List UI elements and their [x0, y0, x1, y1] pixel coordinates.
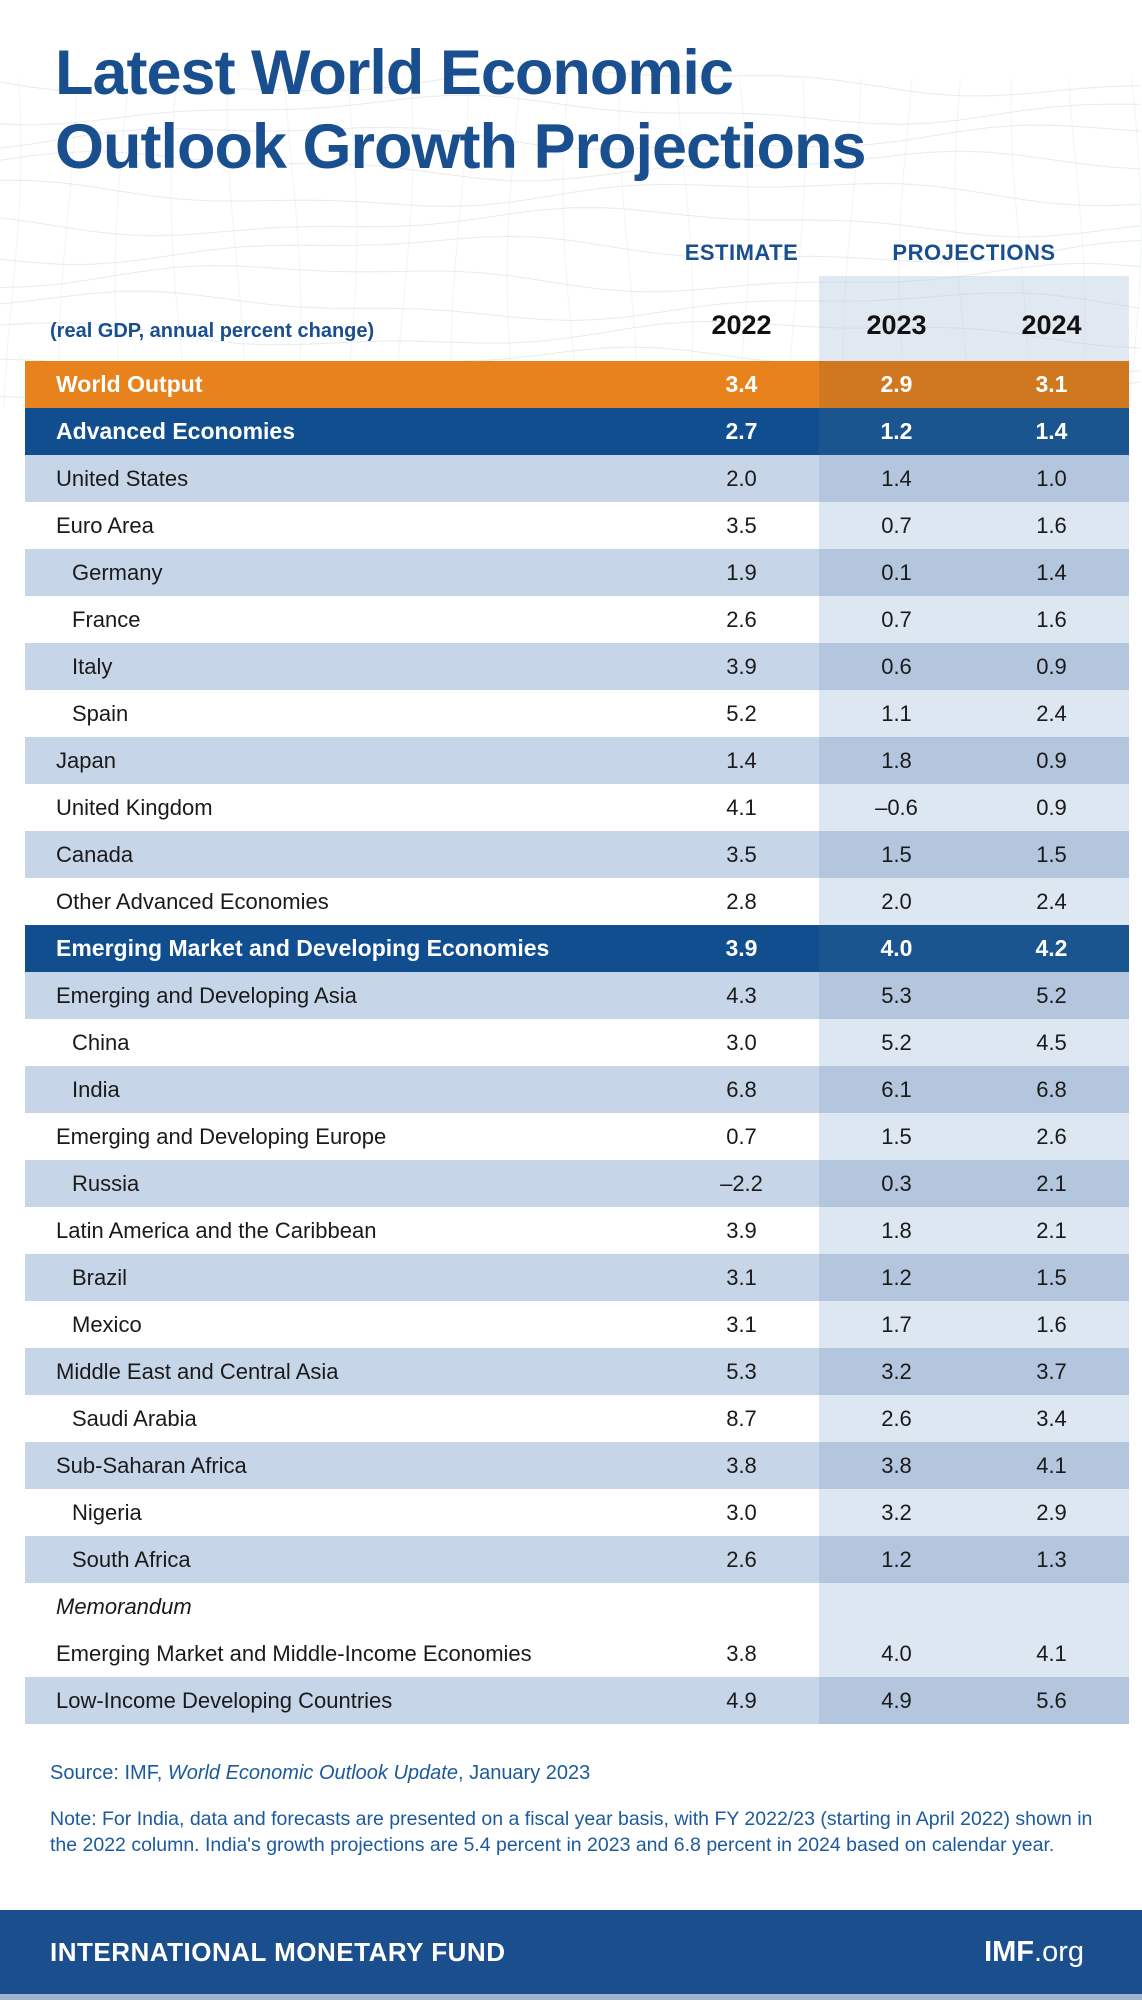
value-cell-2023: 1.5 [819, 831, 974, 878]
value-cell-2024: 1.4 [974, 549, 1129, 596]
table-row [25, 1536, 1129, 1583]
footer-site-imf: IMF [984, 1935, 1035, 1968]
value-cell-2022: 3.5 [726, 513, 757, 538]
value-cell-2024: 4.5 [974, 1019, 1129, 1066]
value-cell-2024: 1.3 [974, 1536, 1129, 1583]
row-label: France [72, 606, 141, 632]
value-cell-2022: 6.8 [726, 1077, 757, 1102]
table-row [25, 502, 1129, 549]
table-row [25, 1066, 1129, 1113]
page-title-line2: Outlook Growth Projections [55, 112, 866, 182]
value-cell-2023: –0.6 [819, 784, 974, 831]
table-row [25, 1019, 1129, 1066]
table-row [25, 690, 1129, 737]
table-row [25, 549, 1129, 596]
value-cell-2024: 3.7 [974, 1348, 1129, 1395]
row-label: Canada [56, 841, 134, 867]
row-label: Spain [72, 700, 129, 726]
value-cell-2023: 3.2 [819, 1348, 974, 1395]
value-cell-2022: 1.4 [726, 748, 757, 773]
value-cell-2023: 1.7 [819, 1301, 974, 1348]
row-label: World Output [56, 371, 203, 397]
value-cell-2022: 3.9 [726, 1218, 757, 1243]
row-label: Other Advanced Economies [56, 888, 329, 914]
value-cell-2022: 1.9 [726, 560, 757, 585]
row-label: Russia [72, 1170, 140, 1196]
estimate-column-label: ESTIMATE [684, 240, 799, 265]
source-work-title: World Economic Outlook Update [167, 1762, 458, 1784]
value-cell-2024: 6.8 [974, 1066, 1129, 1113]
value-cell-2023: 6.1 [819, 1066, 974, 1113]
row-label: Low-Income Developing Countries [56, 1687, 393, 1713]
value-cell-2024: 1.5 [974, 831, 1129, 878]
value-cell-2024: 2.6 [974, 1113, 1129, 1160]
table-row [25, 878, 1129, 925]
value-cell-2024 [974, 1583, 1129, 1630]
value-cell-2022: 5.2 [726, 701, 757, 726]
row-label: Germany [72, 559, 163, 585]
row-label: Emerging Market and Middle-Income Economies [56, 1640, 532, 1666]
year-header-2024: 2024 [1021, 310, 1082, 340]
table-row [25, 1677, 1129, 1724]
table-row [25, 784, 1129, 831]
table-subtitle: (real GDP, annual percent change) [50, 320, 375, 342]
value-cell-2023: 1.2 [819, 1536, 974, 1583]
value-cell-2024: 2.9 [974, 1489, 1129, 1536]
growth-projections-table [25, 361, 1129, 1724]
value-cell-2022: 2.8 [726, 889, 757, 914]
value-cell-2023: 4.0 [819, 925, 974, 972]
value-cell-2024: 3.4 [974, 1395, 1129, 1442]
table-row [25, 831, 1129, 878]
value-cell-2023: 2.0 [819, 878, 974, 925]
value-cell-2022: 3.9 [726, 654, 757, 679]
value-cell-2022: 4.1 [726, 795, 757, 820]
row-label: United Kingdom [56, 794, 213, 820]
footer-site-link [984, 1910, 1084, 1994]
value-cell-2023: 0.6 [819, 643, 974, 690]
value-cell-2023: 4.9 [819, 1677, 974, 1724]
row-label: Middle East and Central Asia [56, 1358, 339, 1384]
footer-org-name: INTERNATIONAL MONETARY FUND [50, 1936, 506, 1967]
value-cell-2023: 1.5 [819, 1113, 974, 1160]
value-cell-2024: 0.9 [974, 737, 1129, 784]
value-cell-2023: 0.7 [819, 502, 974, 549]
value-cell-2024: 4.1 [974, 1630, 1129, 1677]
value-cell-2022: 3.5 [726, 842, 757, 867]
value-cell-2023: 2.9 [819, 361, 974, 408]
table-row [25, 925, 1129, 972]
note-block: Note: For India, data and forecasts are presented on a fiscal year basis, with FY 2022/23 (starting in April 2022) shown in the 2022 column. India's growth projections are 5.4 percent in 2023 and 6.8 percent in 2024 based on calendar year. [50, 1808, 1093, 1856]
row-label: Emerging and Developing Asia [56, 982, 357, 1008]
value-cell-2022: 2.6 [726, 607, 757, 632]
value-cell-2022: 5.3 [726, 1359, 757, 1384]
table-row [25, 1301, 1129, 1348]
value-cell-2022: 2.0 [726, 466, 757, 491]
value-cell-2022: 2.7 [725, 418, 758, 444]
value-cell-2023: 3.8 [819, 1442, 974, 1489]
footer-bar [0, 1910, 1142, 2000]
row-label: India [72, 1076, 120, 1102]
row-label: China [72, 1029, 130, 1055]
value-cell-2022: 3.4 [725, 371, 758, 397]
value-cell-2023: 1.4 [819, 455, 974, 502]
page-title [55, 36, 866, 184]
value-cell-2022: 4.9 [726, 1688, 757, 1713]
value-cell-2024: 2.4 [974, 878, 1129, 925]
row-label: Brazil [72, 1264, 128, 1290]
value-cell-2022 [664, 1583, 819, 1630]
table-row [25, 1207, 1129, 1254]
value-cell-2022: 3.8 [726, 1453, 757, 1478]
value-cell-2022: 2.6 [726, 1547, 757, 1572]
table-row [25, 1395, 1129, 1442]
value-cell-2024: 5.6 [974, 1677, 1129, 1724]
page-title-line1: Latest World Economic [55, 38, 733, 108]
row-label: United States [56, 465, 189, 491]
value-cell-2022: 3.9 [725, 935, 758, 961]
footer-bottom-strip [0, 1994, 1142, 2000]
value-cell-2022: 4.3 [726, 983, 757, 1008]
table-row [25, 1489, 1129, 1536]
value-cell-2024: 1.6 [974, 502, 1129, 549]
row-label: South Africa [72, 1546, 191, 1572]
table-row [25, 643, 1129, 690]
source-prefix: Source: IMF, [50, 1762, 168, 1784]
year-header-row [664, 310, 1129, 341]
row-label: Italy [72, 653, 113, 679]
value-cell-2024: 2.4 [974, 690, 1129, 737]
value-cell-2024: 2.1 [974, 1160, 1129, 1207]
table-row [25, 1348, 1129, 1395]
table-row [25, 737, 1129, 784]
year-header-2022: 2022 [711, 310, 772, 340]
row-label: Emerging and Developing Europe [56, 1123, 387, 1149]
value-cell-2024: 4.1 [974, 1442, 1129, 1489]
value-cell-2022: 3.1 [726, 1265, 757, 1290]
value-cell-2024: 0.9 [974, 643, 1129, 690]
projections-column-label: PROJECTIONS [892, 240, 1056, 265]
source-suffix: , January 2023 [457, 1762, 591, 1784]
row-label: Euro Area [56, 512, 154, 538]
table-row [25, 455, 1129, 502]
value-cell-2023: 0.3 [819, 1160, 974, 1207]
row-label: Memorandum [56, 1593, 192, 1619]
value-cell-2023: 1.2 [819, 408, 974, 455]
table-body [25, 361, 1129, 1724]
value-cell-2024: 5.2 [974, 972, 1129, 1019]
value-cell-2023: 3.2 [819, 1489, 974, 1536]
table-row [25, 972, 1129, 1019]
value-cell-2024: 0.9 [974, 784, 1129, 831]
value-cell-2023: 5.3 [819, 972, 974, 1019]
value-cell-2022: 8.7 [726, 1406, 757, 1431]
value-cell-2023 [819, 1583, 974, 1630]
row-label: Japan [56, 747, 116, 773]
year-header-2023: 2023 [866, 310, 927, 340]
value-cell-2022: 0.7 [726, 1124, 757, 1149]
value-cell-2022: 3.0 [726, 1030, 757, 1055]
value-cell-2023: 1.8 [819, 737, 974, 784]
value-cell-2023: 5.2 [819, 1019, 974, 1066]
table-row [25, 1113, 1129, 1160]
row-label: Saudi Arabia [72, 1405, 197, 1431]
row-label: Latin America and the Caribbean [56, 1217, 377, 1243]
value-cell-2023: 0.7 [819, 596, 974, 643]
table-row [25, 408, 1129, 455]
table-row [25, 1254, 1129, 1301]
value-cell-2024: 1.6 [974, 1301, 1129, 1348]
value-cell-2023: 1.1 [819, 690, 974, 737]
table-row [25, 596, 1129, 643]
value-cell-2024: 4.2 [974, 925, 1129, 972]
value-cell-2024: 1.6 [974, 596, 1129, 643]
value-cell-2022: –2.2 [720, 1171, 763, 1196]
value-cell-2024: 1.4 [974, 408, 1129, 455]
value-cell-2022: 3.8 [726, 1641, 757, 1666]
value-cell-2023: 0.1 [819, 549, 974, 596]
value-cell-2023: 2.6 [819, 1395, 974, 1442]
value-cell-2024: 2.1 [974, 1207, 1129, 1254]
value-cell-2024: 1.0 [974, 455, 1129, 502]
value-cell-2022: 3.0 [726, 1500, 757, 1525]
row-label: Mexico [72, 1311, 142, 1337]
value-cell-2023: 1.8 [819, 1207, 974, 1254]
table-row [25, 1160, 1129, 1207]
value-cell-2023: 4.0 [819, 1630, 974, 1677]
row-label: Emerging Market and Developing Economies [56, 935, 550, 961]
value-cell-2023: 1.2 [819, 1254, 974, 1301]
table-row [25, 361, 1129, 408]
source-line [50, 1762, 590, 1785]
value-cell-2022: 3.1 [726, 1312, 757, 1337]
row-label: Nigeria [72, 1499, 142, 1525]
table-row [25, 1630, 1129, 1677]
row-label: Sub-Saharan Africa [56, 1452, 247, 1478]
row-label: Advanced Economies [56, 418, 296, 444]
value-cell-2024: 1.5 [974, 1254, 1129, 1301]
table-row [25, 1442, 1129, 1489]
table-row [25, 1583, 1129, 1630]
value-cell-2024: 3.1 [974, 361, 1129, 408]
footer-site-org: .org [1034, 1935, 1084, 1968]
